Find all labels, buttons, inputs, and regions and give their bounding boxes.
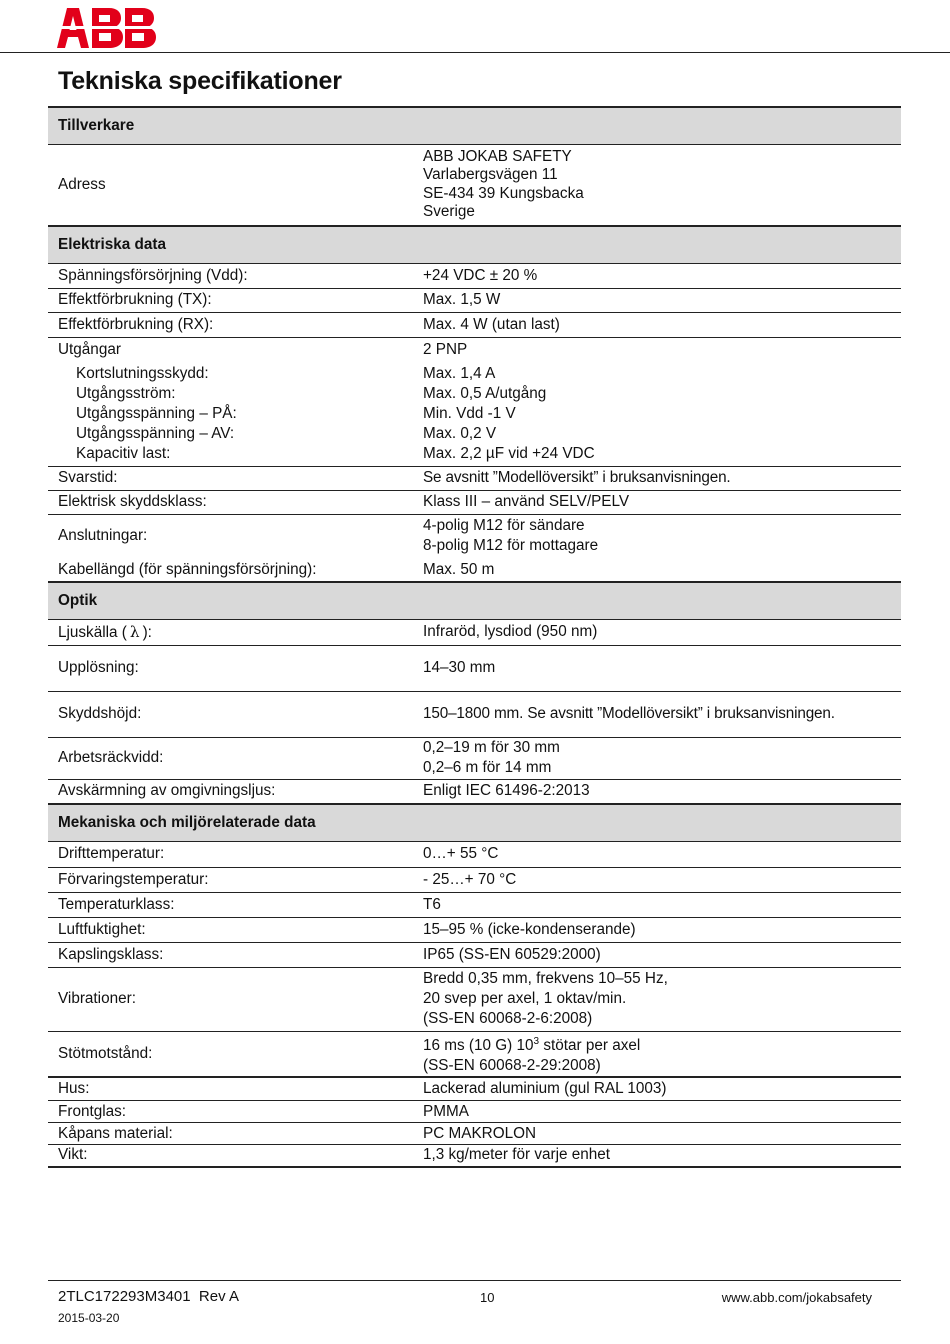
section-title: Optik [48, 582, 901, 619]
spec-label: Luftfuktighet: [48, 917, 423, 942]
spec-value: (SS-EN 60068-2-29:2008) [423, 1056, 601, 1074]
spec-label: Utgångsström: [76, 385, 176, 403]
spec-value: Max. 0,2 V [423, 425, 497, 443]
spec-value-part: stötar per axel [539, 1036, 641, 1054]
spec-row [48, 1077, 901, 1101]
spec-label: Upplösning: [48, 645, 423, 691]
spec-row [48, 1031, 901, 1077]
spec-value: 150–1800 mm. Se avsnitt ”Modellöversikt” i bruksanvisningen. [423, 691, 901, 737]
spec-value: Max. 1,5 W [423, 288, 901, 312]
spec-label-suffix: ): [142, 623, 152, 641]
address-line: ABB JOKAB SAFETY [423, 147, 572, 165]
spec-value: 14–30 mm [423, 645, 901, 691]
spec-value: 8-polig M12 för mottagare [423, 537, 599, 555]
spec-value: Lackerad aluminium (gul RAL 1003) [423, 1079, 667, 1097]
spec-label: Kapslingsklass: [48, 942, 423, 967]
spec-value-part: 16 ms (10 G) 10 [423, 1036, 534, 1054]
spec-row [48, 288, 901, 312]
spec-value: Se avsnitt ”Modellöversikt” i bruksanvisningen. [423, 466, 901, 490]
spec-value: Klass III – använd SELV/PELV [423, 490, 901, 514]
spec-row [48, 892, 901, 917]
spec-value-group [423, 967, 901, 1031]
spec-row [48, 917, 901, 942]
spec-label: Förvaringstemperatur: [48, 867, 423, 892]
header-rule [0, 52, 950, 53]
spec-value: PMMA [423, 1101, 901, 1123]
spec-label: Vibrationer: [48, 967, 423, 1031]
spec-row [48, 737, 901, 779]
spec-row [48, 466, 901, 490]
spec-value: - 25…+ 70 °C [423, 867, 901, 892]
spec-value: Max. 4 W (utan last) [423, 312, 901, 337]
spec-row [48, 779, 901, 804]
spec-label: Effektförbrukning (TX): [48, 288, 423, 312]
spec-value: 4-polig M12 för sändare [423, 517, 585, 535]
page-title: Tekniska specifikationer [58, 67, 342, 95]
address-line: Sverige [423, 203, 475, 221]
spec-label: Avskärmning av omgivningsljus: [48, 779, 423, 804]
lambda-symbol: λ [129, 622, 140, 641]
spec-label: Utgångsspänning – AV: [76, 425, 235, 443]
section-header-electrical [48, 226, 901, 263]
spec-value: 1,3 kg/meter för varje enhet [423, 1145, 901, 1167]
spec-row [48, 942, 901, 967]
spec-row [48, 490, 901, 514]
spec-label: Frontglas: [48, 1101, 423, 1123]
spec-row [48, 1123, 901, 1145]
section-header-mechanical [48, 804, 901, 841]
spec-value: Min. Vdd -1 V [423, 405, 516, 423]
spec-label: Arbetsräckvidd: [48, 737, 423, 779]
spec-row [48, 337, 901, 363]
spec-value [423, 1032, 901, 1056]
spec-value: +24 VDC ± 20 % [423, 266, 538, 284]
spec-value: 15–95 % (icke-kondenserande) [423, 917, 901, 942]
spec-row [48, 1145, 901, 1167]
spec-row [48, 841, 901, 867]
spec-value: Enligt IEC 61496-2:2013 [423, 779, 901, 804]
spec-value: (SS-EN 60068-2-6:2008) [423, 1010, 593, 1027]
page-number: 10 [480, 1290, 495, 1305]
spec-label: Hus: [58, 1079, 90, 1097]
spec-value: Max. 1,4 A [423, 365, 496, 383]
spec-label-group [48, 363, 423, 466]
spec-row [48, 514, 901, 558]
spec-row [48, 1101, 901, 1123]
spec-label: Anslutningar: [48, 514, 423, 558]
spec-value: Max. 2,2 µF vid +24 VDC [423, 445, 595, 463]
spec-value: 0,2–19 m för 30 mm [423, 739, 560, 756]
section-title: Tillverkare [48, 107, 901, 144]
spec-label: Kabellängd (för spänningsförsörjning): [58, 560, 317, 578]
address-line: SE-434 39 Kungsbacka [423, 184, 584, 202]
spec-row-address [48, 144, 901, 226]
spec-table [48, 106, 901, 1168]
spec-row [48, 558, 901, 582]
spec-value: Infraröd, lysdiod (950 nm) [423, 623, 598, 640]
spec-value: Bredd 0,35 mm, frekvens 10–55 Hz, [423, 970, 668, 987]
spec-label: Temperaturklass: [48, 892, 423, 917]
spec-label: Kortslutningsskydd: [76, 365, 209, 383]
spec-value: PC MAKROLON [423, 1123, 901, 1145]
spec-label: Spänningsförsörjning (Vdd): [58, 266, 248, 284]
section-header-manufacturer [48, 107, 901, 144]
spec-row [48, 691, 901, 737]
document-id: 2TLC172293M3401 Rev A [58, 1288, 239, 1305]
spec-label: Kåpans material: [48, 1123, 423, 1145]
spec-label: Drifttemperatur: [58, 845, 165, 862]
spec-value: 20 svep per axel, 1 oktav/min. [423, 990, 627, 1007]
website-url: www.abb.com/jokabsafety [721, 1290, 872, 1305]
spec-label: Utgångar [48, 337, 423, 363]
spec-value-group [423, 737, 901, 779]
spec-row [48, 867, 901, 892]
spec-row [48, 967, 901, 1031]
section-title: Mekaniska och miljörelaterade data [48, 804, 901, 841]
section-header-optics [48, 582, 901, 619]
spec-row [48, 619, 901, 645]
spec-value: IP65 (SS-EN 60529:2000) [423, 942, 901, 967]
document-date: 2015-03-20 [58, 1311, 120, 1325]
spec-label: Effektförbrukning (RX): [48, 312, 423, 337]
spec-row [48, 645, 901, 691]
spec-value: 0,2–6 m för 14 mm [423, 759, 552, 776]
spec-value-group [423, 363, 901, 466]
spec-label-prefix: Ljuskälla ( [58, 623, 127, 641]
spec-label: Vikt: [48, 1145, 423, 1167]
footer-rule [48, 1280, 901, 1281]
spec-row-output-details [48, 363, 901, 466]
section-title: Elektriska data [48, 226, 901, 263]
spec-label: Elektrisk skyddsklass: [48, 490, 423, 514]
spec-value-group [423, 1031, 901, 1077]
spec-row [48, 312, 901, 337]
spec-value [423, 144, 901, 226]
spec-value: T6 [423, 892, 901, 917]
spec-value-group [423, 514, 901, 558]
spec-value-superscript: 3 [533, 1035, 540, 1047]
spec-value: Max. 50 m [423, 560, 495, 578]
spec-row [48, 263, 901, 288]
spec-value: 0…+ 55 °C [423, 845, 499, 862]
spec-label: Utgångsspänning – PÅ: [76, 405, 237, 423]
spec-value: 2 PNP [423, 337, 901, 363]
spec-label: Skyddshöjd: [48, 691, 423, 737]
address-line: Varlabergsvägen 11 [423, 166, 558, 184]
spec-value: Max. 0,5 A/utgång [423, 385, 547, 403]
abb-logo [57, 6, 157, 55]
spec-label [48, 619, 423, 645]
spec-label: Svarstid: [48, 466, 423, 490]
spec-label: Adress [58, 175, 106, 193]
spec-label: Kapacitiv last: [76, 445, 171, 463]
spec-label: Stötmotstånd: [48, 1031, 423, 1077]
